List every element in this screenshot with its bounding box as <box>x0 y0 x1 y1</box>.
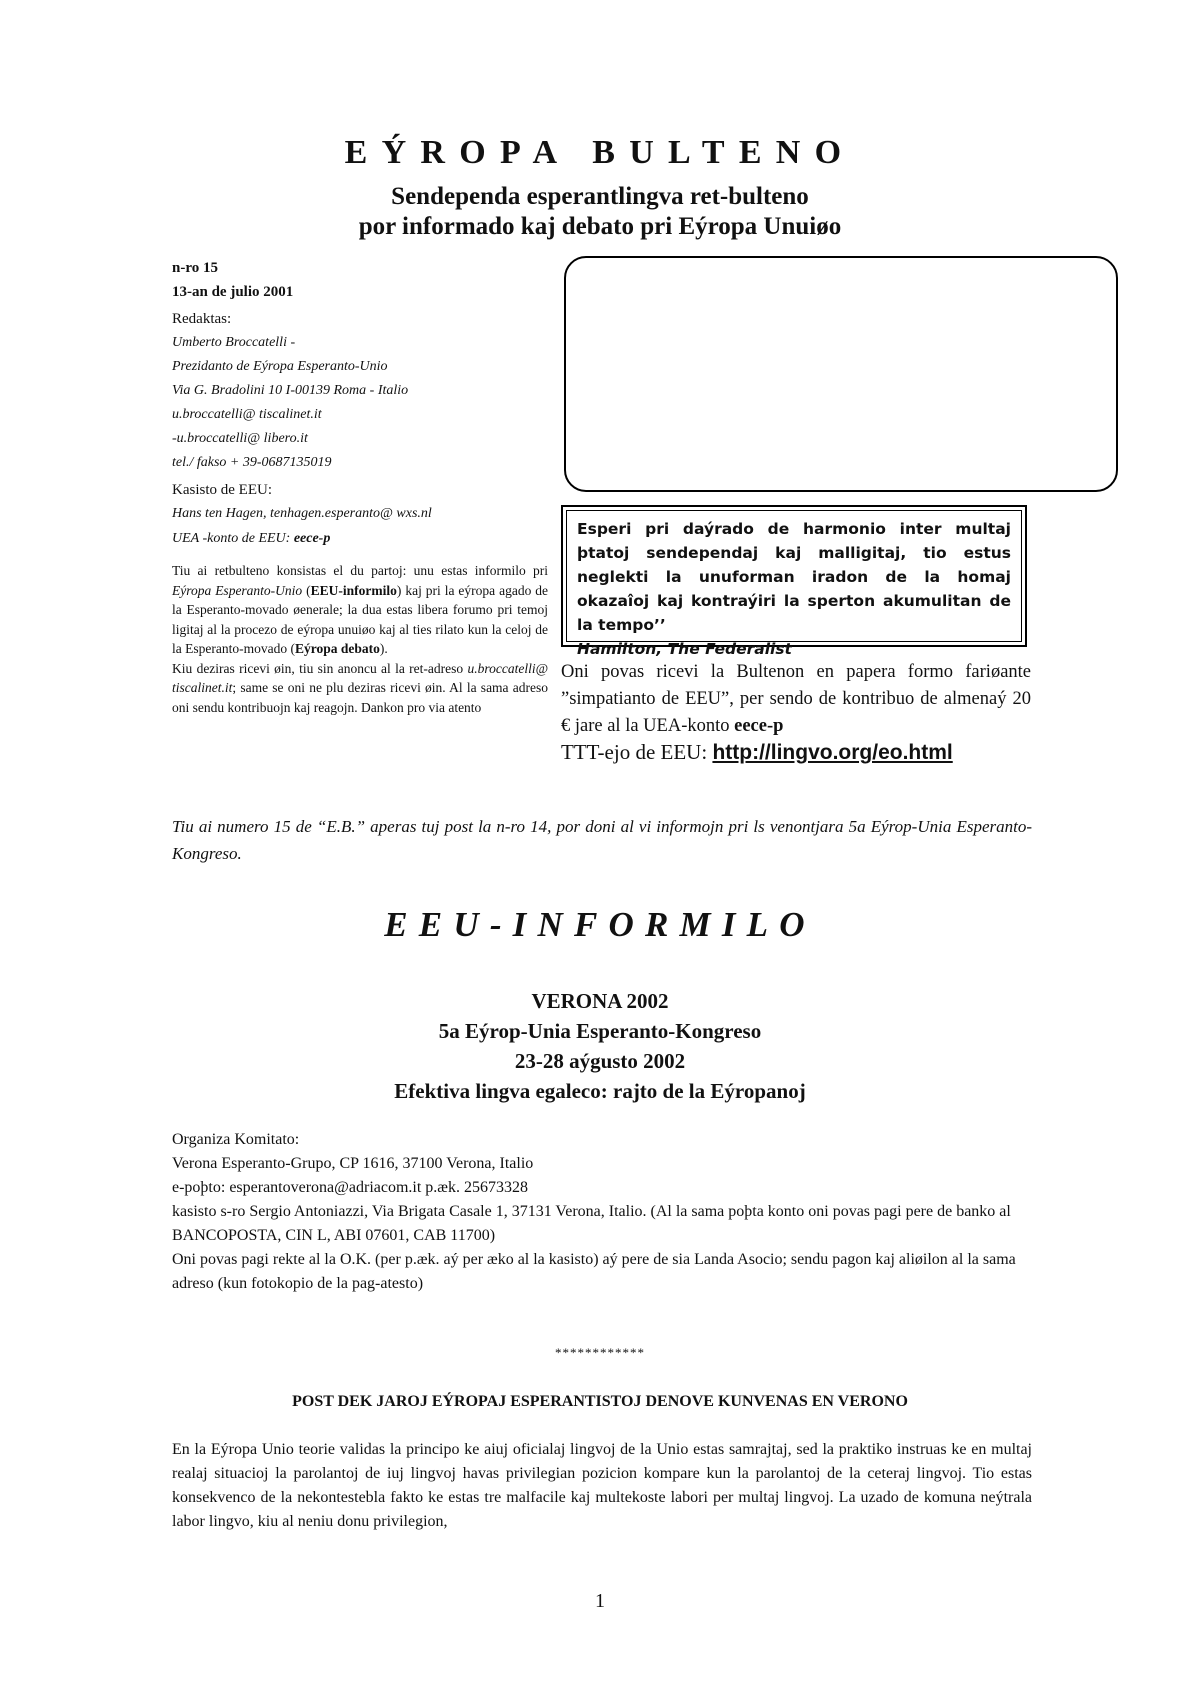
editor-line: Umberto Broccatelli - <box>172 335 296 350</box>
account-code: eece-p <box>293 531 331 546</box>
issue-info-column <box>172 256 548 717</box>
website-line <box>561 740 1121 765</box>
committee-line: Verona Esperanto-Grupo, CP 1616, 37100 Verona, Italio <box>172 1155 534 1172</box>
intro-text-run: Tiu ai retbulteno konsistas el du partoj: unu estas informilo pri <box>172 563 548 578</box>
treasurer-label: Kasisto de EEU: <box>172 482 272 498</box>
masthead-title: EÝROPA BULTENO <box>344 134 856 171</box>
quote-inner <box>566 510 1022 658</box>
intro-text-run: ) kaj pri la eýropa agado de la Esperanto-movado øenerale; la dua estas libera forumo pri temoj ligitaj al la procezo de eýropa unuiøo kaj al ties rilato kun la celoj de la Esperanto-movado ( <box>172 582 549 656</box>
issue-number: n-ro 15 <box>172 260 218 276</box>
website-label: TTT-ejo de EEU: <box>561 740 713 764</box>
editor-phone: tel./ fakso + 39-0687135019 <box>172 455 332 470</box>
editor-line: Via G. Bradolini 10 I-00139 Roma - Italio <box>172 383 409 398</box>
membership-body: Oni povas ricevi la Bultenon en papera formo fariøante ”simpatianto de EEU”, per sendo de kontribuo de almenaý 20 € jare al la UEA-konto <box>561 662 1031 736</box>
intro-text-run: ( <box>302 582 311 598</box>
article-title: POST DEK JAROJ EÝROPAJ ESPERANTISTOJ DENOVE KUNVENAS EN VERONO <box>292 1393 908 1410</box>
article-body: En la Eýropa Unio teorie validas la principo ke aiuj oficialaj lingvoj de la Unio estas samrajtaj, sed la praktiko instruas ke en multaj realaj situacioj la parolantoj de iuj lingvoj havas privilegian pozicion kompare kun la parolantoj de la ceteraj lingvoj. Tio estas konsekvenco de la nekontestebla fakto ke estas tre malfacile kaj multekoste labori per multaj lingvoj. La uzado de komuna neýtrala labor lingvo, kiu al neniu donu privilegion, <box>172 1441 1032 1530</box>
issue-date: 13-an de julio 2001 <box>172 284 294 300</box>
intro-email[interactable]: u.broccatelli@ tiscalinet.it <box>172 660 548 695</box>
committee-email-line: e-poþto: esperantoverona@adriacom.it p.æk. 25673328 <box>172 1179 528 1196</box>
intro-paragraph-2 <box>172 659 548 718</box>
editor-line: Prezidanto de Eýropa Esperanto-Unio <box>172 359 388 374</box>
intro-text-run: ). <box>379 641 388 656</box>
committee-label: Organiza Komitato: <box>172 1131 300 1148</box>
membership-text <box>561 659 1031 740</box>
event-theme: Efektiva lingva egaleco: rajto de la Eýropanoj <box>394 1079 806 1103</box>
event-city-year: VERONA 2002 <box>531 989 669 1013</box>
page-number: 1 <box>595 1590 605 1612</box>
intro-text-run: ; same se oni ne plu deziras ricevi øin. Al la sama adreso oni sendu kontribuojn kaj reagojn. Dankon pro via atento <box>172 680 548 715</box>
section-title: EEU-INFORMILO <box>384 905 816 944</box>
account-line <box>172 526 548 551</box>
treasurer-line: Hans ten Hagen, tenhagen.esperanto@ wxs.nl <box>172 506 432 521</box>
masthead-subtitle-2: por informado kaj debato pri Eýropa Unuiøo <box>358 213 842 240</box>
quote-text: Esperi pri daýrado de harmonio inter multaj þtatoj sendependaj kaj malligitaj, tio estus neglekti la unuforman iradon de la homaj okazaîoj kaj kontraýiri la sperton akumulitan de la tempo’’ <box>577 520 1011 634</box>
intro-paragraph-1 <box>172 561 548 659</box>
intro-part-name: EEU-informilo <box>310 582 397 598</box>
intro-text <box>172 561 548 717</box>
committee-line: kasisto s-ro Sergio Antoniazzi, Via Brigata Casale 1, 37131 Verona, Italio. (Al la sama poþta konto oni povas pagi pere de banko al BANCOPOSTA, CIN L, ABI 07601, CAB 11700) <box>172 1203 1011 1244</box>
committee-block <box>172 1128 1042 1296</box>
separator-stars: ************ <box>555 1345 645 1360</box>
editor-email[interactable]: u.broccatelli@ tiscalinet.it <box>172 407 322 422</box>
membership-account-code: eece-p <box>734 716 784 736</box>
editor-email-2[interactable]: -u.broccatelli@ libero.it <box>172 431 308 446</box>
masthead-subtitle: Sendependa esperantlingva ret-bulteno <box>391 183 809 210</box>
website-link[interactable]: http://lingvo.org/eo.html <box>712 741 953 764</box>
intro-org-name: Eýropa Esperanto-Unio <box>172 582 303 598</box>
quote-box <box>561 505 1027 658</box>
intro-part-name-2: Eýropa debato <box>294 641 380 656</box>
logo-placeholder-box <box>564 256 1118 492</box>
quote-attribution: Hamilton, The Federalist <box>577 640 792 658</box>
account-prefix: UEA -konto de EEU: <box>172 531 294 546</box>
event-dates: 23-28 aýgusto 2002 <box>514 1049 686 1073</box>
editor-label: Redaktas: <box>172 311 232 327</box>
issue-note: Tiu ai numero 15 de “E.B.” aperas tuj post la n-ro 14, por doni al vi informojn pri ls venontjara 5a Eýrop-Unia Esperanto-Kongreso. <box>172 817 1032 863</box>
committee-line: Oni povas pagi rekte al la O.K. (per p.æk. aý per æko al la kasisto) aý pere de sia Landa Asocio; sendu pagon kaj aliøilon al la sama adreso (kun fotokopio de la pag-atesto) <box>172 1251 1016 1292</box>
event-name: 5a Eýrop-Unia Esperanto-Kongreso <box>438 1019 762 1043</box>
intro-text-run: Kiu deziras ricevi øin, tiu sin anoncu al la ret-adreso <box>172 660 468 676</box>
